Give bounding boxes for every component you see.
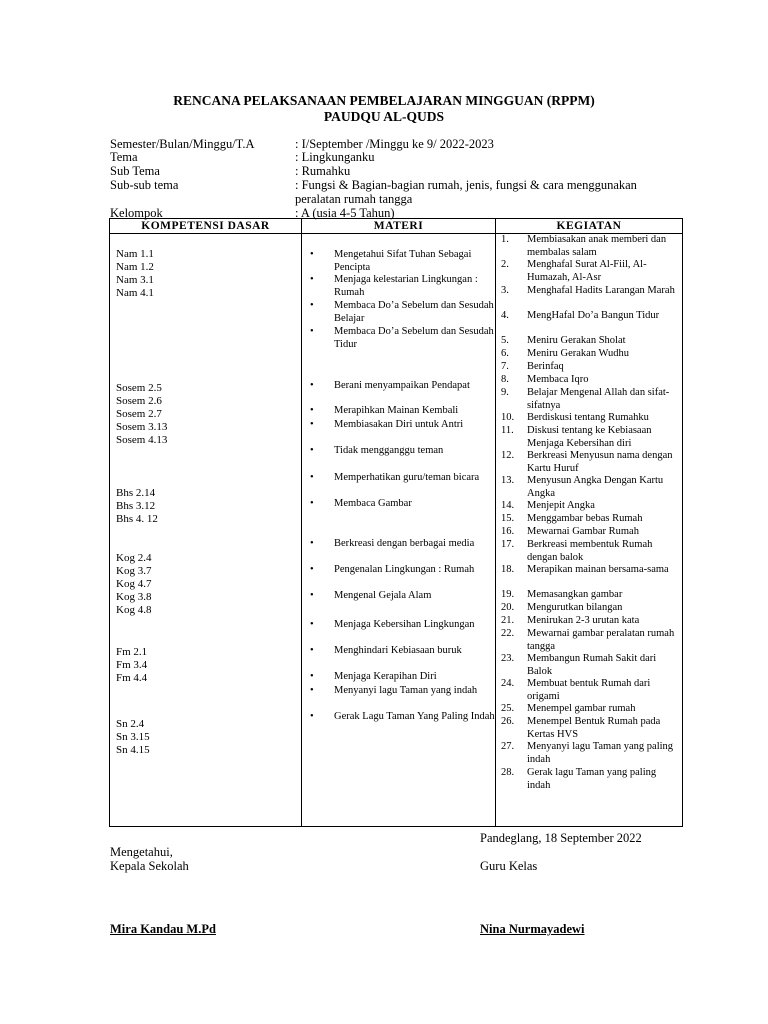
kegiatan-number: 3. <box>501 285 509 296</box>
kegiatan-text: Membaca Iqro <box>527 374 589 385</box>
kegiatan-number: 7. <box>501 361 509 372</box>
materi-text: Tidak mengganggu teman <box>334 445 444 456</box>
materi-text: Menjaga kelestarian Lingkungan : Rumah <box>334 274 478 298</box>
header-kegiatan: KEGIATAN <box>496 219 683 234</box>
materi-text: Mengenal Gejala Alam <box>334 590 432 601</box>
materi-text: Merapihkan Mainan Kembali <box>334 405 459 416</box>
header-kompetensi-dasar: KOMPETENSI DASAR <box>110 219 302 234</box>
bullet-icon: • <box>310 300 314 311</box>
kepala-sekolah-name: Mira Kandau M.Pd <box>110 922 216 936</box>
bullet-icon: • <box>310 671 314 682</box>
kompetensi-item: Sosem 2.7 <box>116 408 162 420</box>
kegiatan-text: Menyusun Angka Dengan Kartu Angka <box>527 475 664 499</box>
info-label: Kelompok <box>110 206 163 220</box>
kegiatan-number: 14. <box>501 500 515 511</box>
kegiatan-text: Merapikan mainan bersama-sama <box>527 564 669 575</box>
kegiatan-text: Menempel Bentuk Rumah pada Kertas HVS <box>527 716 661 740</box>
kegiatan-text: Membangun Rumah Sakit dari Balok <box>527 653 657 677</box>
kompetensi-item: Fm 2.1 <box>116 646 148 658</box>
kegiatan-number: 12. <box>501 450 515 461</box>
info-label: Sub Tema <box>110 164 160 178</box>
info-label: Sub-sub tema <box>110 178 179 192</box>
kegiatan-number: 2. <box>501 259 509 270</box>
materi-text: Membaca Do’a Sebelum dan Sesudah Tidur <box>334 326 494 350</box>
kegiatan-text: Membuat bentuk Rumah dari origami <box>527 678 651 702</box>
kegiatan-number: 11. <box>501 425 514 436</box>
kompetensi-item: Sosem 4.13 <box>116 434 168 446</box>
bullet-icon: • <box>310 564 314 575</box>
materi-text: Menghindari Kebiasaan buruk <box>334 645 462 656</box>
materi-text: Membaca Do’a Sebelum dan Sesudah Belajar <box>334 300 494 324</box>
kegiatan-text: Berkreasi membentuk Rumah dengan balok <box>527 539 653 563</box>
info-value: : I/September /Minggu ke 9/ 2022-2023 <box>295 137 494 151</box>
materi-text: Menjaga Kerapihan Diri <box>334 671 437 682</box>
kegiatan-number: 1. <box>501 234 509 245</box>
kegiatan-number: 20. <box>501 602 515 613</box>
materi-text: Menyanyi lagu Taman yang indah <box>334 685 478 696</box>
kompetensi-item: Bhs 4. 12 <box>116 513 158 525</box>
bullet-icon: • <box>310 472 314 483</box>
document-title: RENCANA PELAKSANAAN PEMBELAJARAN MINGGUAN (RPPM) <box>173 93 595 108</box>
kompetensi-item: Sn 4.15 <box>116 744 150 756</box>
school-name: PAUDQU AL-QUDS <box>323 109 445 124</box>
kompetensi-item: Sosem 3.13 <box>116 421 168 433</box>
kegiatan-number: 19. <box>501 589 515 600</box>
kegiatan-number: 21. <box>501 615 515 626</box>
kegiatan-text: Meniru Gerakan Wudhu <box>527 348 630 359</box>
materi-text: Gerak Lagu Taman Yang Paling Indah <box>334 711 495 722</box>
kegiatan-number: 27. <box>501 741 515 752</box>
kegiatan-number: 8. <box>501 374 509 385</box>
bullet-icon: • <box>310 445 314 456</box>
kompetensi-item: Bhs 2.14 <box>116 487 156 499</box>
materi-text: Menjaga Kebersihan Lingkungan <box>334 619 475 630</box>
materi-text: Memperhatikan guru/teman bicara <box>334 472 480 483</box>
kompetensi-item: Kog 2.4 <box>116 552 152 564</box>
bullet-icon: • <box>310 380 314 391</box>
kegiatan-number: 22. <box>501 628 515 639</box>
kegiatan-text: Berinfaq <box>527 361 564 372</box>
kegiatan-text: Menirukan 2-3 urutan kata <box>527 615 640 626</box>
bullet-icon: • <box>310 326 314 337</box>
kegiatan-text: MengHafal Do’a Bangun Tidur <box>527 310 660 321</box>
bullet-icon: • <box>310 538 314 549</box>
bullet-icon: • <box>310 249 314 260</box>
materi-text: Mengetahui Sifat Tuhan Sebagai Pencipta <box>334 249 472 273</box>
bullet-icon: • <box>310 645 314 656</box>
kegiatan-text: Membiasakan anak memberi dan membalas salam <box>527 234 667 258</box>
guru-kelas-title: Guru Kelas <box>480 859 538 873</box>
materi-column <box>302 234 496 827</box>
kegiatan-number: 9. <box>501 387 509 398</box>
kegiatan-number: 17. <box>501 539 515 550</box>
kegiatan-number: 5. <box>501 335 509 346</box>
kegiatan-number: 26. <box>501 716 515 727</box>
bullet-icon: • <box>310 405 314 416</box>
kegiatan-column <box>496 234 683 827</box>
kegiatan-number: 10. <box>501 412 515 423</box>
kegiatan-number: 4. <box>501 310 509 321</box>
materi-text: Berani menyampaikan Pendapat <box>334 380 470 391</box>
guru-kelas-name: Nina Nurmayadewi <box>480 922 585 936</box>
info-value: : Lingkunganku <box>295 150 375 164</box>
kegiatan-text: Menghafal Surat Al-Fiil, Al-Humazah, Al-Asr <box>527 259 647 283</box>
info-value: : Fungsi & Bagian-bagian rumah, jenis, fungsi & cara menggunakan peralatan rumah tangga <box>295 178 637 206</box>
kompetensi-item: Nam 1.2 <box>116 261 154 273</box>
kegiatan-text: Menggambar bebas Rumah <box>527 513 643 524</box>
kegiatan-text: Menempel gambar rumah <box>527 703 636 714</box>
kegiatan-text: Menyanyi lagu Taman yang paling indah <box>527 741 674 765</box>
kegiatan-text: Menghafal Hadits Larangan Marah <box>527 285 675 296</box>
bullet-icon: • <box>310 685 314 696</box>
bullet-icon: • <box>310 619 314 630</box>
kompetensi-item: Bhs 3.12 <box>116 500 156 512</box>
kompetensi-column <box>110 234 302 827</box>
info-value: : A (usia 4-5 Tahun) <box>295 206 395 220</box>
bullet-icon: • <box>310 274 314 285</box>
kompetensi-item: Fm 3.4 <box>116 659 148 671</box>
kompetensi-item: Nam 3.1 <box>116 274 154 286</box>
kegiatan-number: 23. <box>501 653 515 664</box>
kompetensi-item: Sosem 2.5 <box>116 382 162 394</box>
kegiatan-text: Menjepit Angka <box>527 500 595 511</box>
materi-text: Membaca Gambar <box>334 498 412 509</box>
bullet-icon: • <box>310 590 314 601</box>
kegiatan-text: Mewarnai Gambar Rumah <box>527 526 639 537</box>
kompetensi-item: Nam 4.1 <box>116 287 154 299</box>
kompetensi-item: Kog 3.8 <box>116 591 152 603</box>
kegiatan-number: 25. <box>501 703 515 714</box>
bullet-icon: • <box>310 711 314 722</box>
kepala-sekolah-title: Kepala Sekolah <box>110 859 189 873</box>
kompetensi-item: Fm 4.4 <box>116 672 148 684</box>
materi-text: Berkreasi dengan berbagai media <box>334 538 475 549</box>
mengetahui-label: Mengetahui, <box>110 845 173 859</box>
kegiatan-text: Meniru Gerakan Sholat <box>527 335 626 346</box>
info-label: Semester/Bulan/Minggu/T.A <box>110 137 255 151</box>
kegiatan-number: 24. <box>501 678 515 689</box>
kegiatan-number: 6. <box>501 348 509 359</box>
header-materi: MATERI <box>302 219 496 234</box>
materi-text: Membiasakan Diri untuk Antri <box>334 419 464 430</box>
kompetensi-item: Sn 2.4 <box>116 718 145 730</box>
place-date: Pandeglang, 18 September 2022 <box>480 831 642 845</box>
materi-text: Pengenalan Lingkungan : Rumah <box>334 564 475 575</box>
kegiatan-text: Mewarnai gambar peralatan rumah tangga <box>527 628 675 652</box>
kegiatan-text: Memasangkan gambar <box>527 589 623 600</box>
kegiatan-number: 28. <box>501 767 515 778</box>
kegiatan-number: 16. <box>501 526 515 537</box>
info-label: Tema <box>110 150 138 164</box>
kegiatan-text: Mengurutkan bilangan <box>527 602 623 613</box>
kegiatan-text: Belajar Mengenal Allah dan sifat- sifatnya <box>527 387 670 411</box>
bullet-icon: • <box>310 498 314 509</box>
kompetensi-item: Kog 4.8 <box>116 604 152 616</box>
kegiatan-text: Diskusi tentang ke Kebiasaan Menjaga Kebersihan diri <box>527 425 652 449</box>
kompetensi-item: Nam 1.1 <box>116 248 154 260</box>
rppm-table <box>109 218 683 827</box>
kegiatan-number: 13. <box>501 475 515 486</box>
kompetensi-item: Sosem 2.6 <box>116 395 162 407</box>
kompetensi-item: Sn 3.15 <box>116 731 150 743</box>
kompetensi-item: Kog 4.7 <box>116 578 152 590</box>
bullet-icon: • <box>310 419 314 430</box>
info-value: : Rumahku <box>295 164 351 178</box>
kegiatan-text: Gerak lagu Taman yang paling indah <box>527 767 657 791</box>
kegiatan-number: 18. <box>501 564 515 575</box>
kompetensi-item: Kog 3.7 <box>116 565 152 577</box>
kegiatan-text: Berkreasi Menyusun nama dengan Kartu Huruf <box>527 450 673 474</box>
kegiatan-number: 15. <box>501 513 515 524</box>
kegiatan-text: Berdiskusi tentang Rumahku <box>527 412 649 423</box>
